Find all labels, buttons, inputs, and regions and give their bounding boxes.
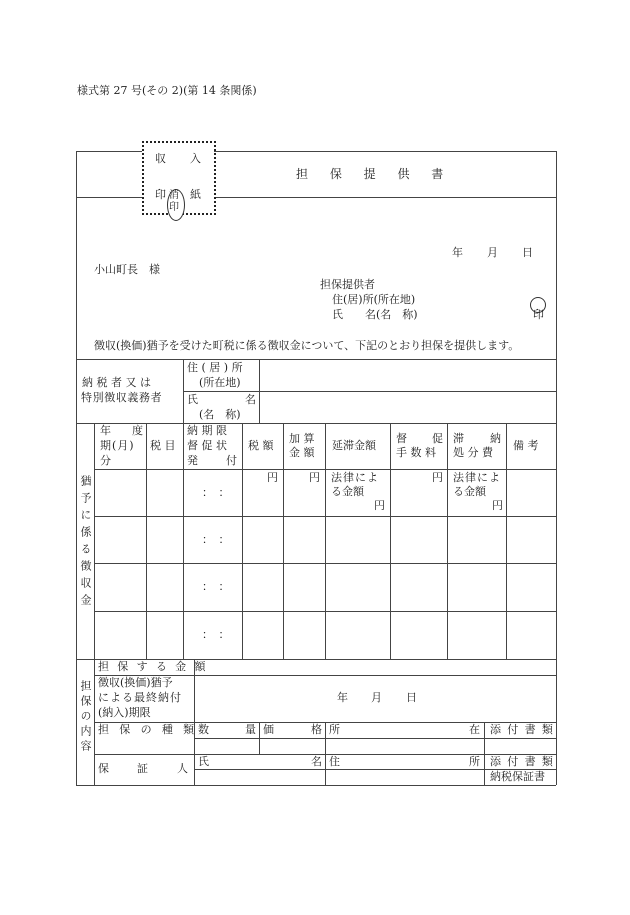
header-period: 分: [100, 454, 111, 467]
date-month: 月: [487, 246, 498, 259]
header-disposition-fee: 納: [490, 432, 501, 445]
unit-yen: 円: [309, 471, 320, 484]
taxpayer-label: 特別徴収義務者: [81, 391, 163, 404]
location-label: 所: [329, 723, 340, 736]
header-added-amount: 金 額: [289, 446, 315, 459]
unit-yen: 円: [432, 471, 443, 484]
form-number: 様式第 27 号(その 2)(第 14 条関係): [77, 84, 257, 97]
price-label: 価: [263, 723, 274, 736]
guarantor-label: 保: [98, 762, 109, 775]
by-law-text: 法律によ: [331, 471, 379, 484]
quantity-label: 数: [198, 723, 209, 736]
security-deadline-label: による最終納付: [98, 691, 182, 704]
seal-mark: 印: [533, 308, 544, 321]
date-separator: ： ：: [202, 580, 230, 593]
deferral-side-label: 猶予に係る徴収金: [79, 475, 92, 611]
taxpayer-name-label: 氏: [187, 393, 198, 406]
statement: 徴収(換価)猶予を受けた町税に係る徴収金について、下記のとおり担保を提供します。: [94, 339, 520, 352]
header-reminder-fee: 促: [432, 432, 443, 445]
provider-heading: 担保提供者: [320, 278, 375, 291]
taxpayer-address-field[interactable]: [260, 360, 555, 390]
date-separator: ： ：: [202, 628, 230, 641]
date-year: 年: [452, 246, 463, 259]
date-separator: ： ：: [202, 533, 230, 546]
header-period: 期(月): [100, 439, 135, 452]
attachments-label: 添 付 書 類: [490, 723, 555, 736]
stamp-char: 収: [155, 152, 166, 165]
stamp-char: 紙: [190, 188, 201, 201]
header-issued: 発: [187, 454, 198, 467]
cancel-seal-text: 消印: [169, 190, 179, 213]
addressee: 小山町長 様: [94, 263, 160, 276]
deadline-year: 年: [337, 691, 348, 704]
taxpayer-name-label: 名: [245, 393, 256, 406]
date-day: 日: [522, 246, 533, 259]
guarantor-name-label: 氏: [198, 755, 209, 768]
date-separator: ： ：: [202, 486, 230, 499]
taxpayer-address-label: (所在地): [199, 376, 241, 389]
by-law-text: 法律によ: [453, 471, 501, 484]
taxpayer-label: 納 税 者 又 は: [82, 376, 151, 389]
guarantor-label: 人: [177, 762, 188, 775]
header-year: 年: [100, 424, 111, 437]
provider-address-label: 住(居)所(所在地): [332, 293, 416, 306]
guarantor-label: 証: [137, 762, 148, 775]
unit-yen: 円: [374, 499, 385, 512]
security-deadline-label: (納入)期限: [98, 706, 151, 719]
taxpayer-name-field[interactable]: [260, 392, 555, 422]
header-tax-item: 税 目: [150, 439, 176, 452]
header-tax-amount: 税 額: [248, 439, 274, 452]
guarantor-attachments-label: 添 付 書 類: [490, 755, 555, 768]
guarantee-document-label: 納税保証書: [490, 770, 545, 783]
location-label: 在: [469, 723, 480, 736]
security-amount-label: 担 保 す る 金 額: [98, 660, 208, 673]
header-reminder-fee: 督: [396, 432, 407, 445]
header-delinquency: 延滞金額: [332, 439, 376, 452]
header-deadline: 納 期 限: [187, 424, 227, 437]
quantity-label: 量: [245, 723, 256, 736]
header-year: 度: [132, 424, 143, 437]
guarantor-address-label: 所: [469, 755, 480, 768]
header-issued: 付: [226, 454, 237, 467]
price-label: 格: [311, 723, 322, 736]
taxpayer-address-label: 住 ( 居 ) 所: [187, 361, 243, 374]
page-title: 担 保 提 供 書: [296, 167, 453, 181]
header-added-amount: 加 算: [289, 432, 315, 445]
deadline-month: 月: [371, 691, 382, 704]
header-remarks: 備 考: [513, 439, 539, 452]
stamp-char: 印: [155, 188, 166, 201]
by-law-text: る金額: [331, 485, 364, 498]
header-disposition-fee: 滞: [453, 432, 464, 445]
header-reminder-notice: 督 促 状: [187, 439, 227, 452]
guarantor-address-label: 住: [329, 755, 340, 768]
unit-yen: 円: [492, 499, 503, 512]
provider-name-label: 氏: [332, 308, 343, 321]
provider-name-label: 名(名 称): [365, 308, 418, 321]
security-amount-field[interactable]: [195, 660, 555, 674]
deadline-day: 日: [406, 691, 417, 704]
security-side-label: 担保の内容: [79, 680, 92, 755]
by-law-text: る金額: [453, 485, 486, 498]
header-reminder-fee: 手 数 料: [396, 446, 436, 459]
taxpayer-name-label: (名 称): [199, 408, 241, 421]
unit-yen: 円: [267, 471, 278, 484]
security-deadline-label: 徴収(換価)猶予: [98, 676, 173, 689]
header-disposition-fee: 処 分 費: [453, 446, 493, 459]
stamp-char: 入: [190, 152, 201, 165]
security-kind-label: 担 保 の 種 類: [98, 723, 198, 736]
guarantor-name-label: 名: [311, 755, 322, 768]
